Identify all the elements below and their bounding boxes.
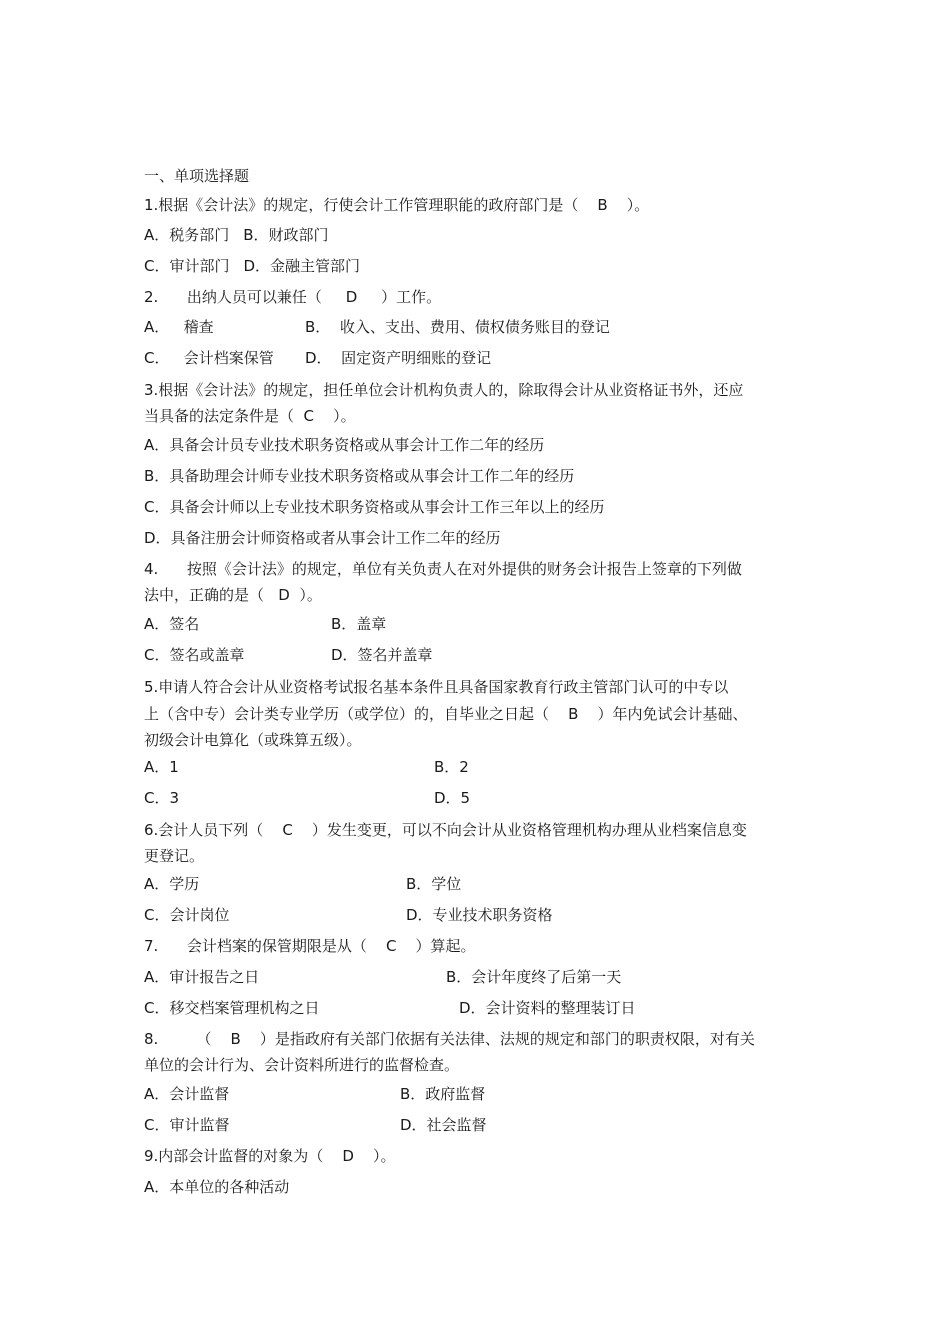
option-b: B．盖章 bbox=[331, 615, 387, 633]
question-5-stem-line-3: 初级会计电算化（或珠算五级）。 bbox=[144, 731, 362, 749]
option-b: B．学位 bbox=[406, 875, 462, 893]
option-a: A．审计报告之日 bbox=[144, 968, 260, 986]
question-3-stem-line-1: 3.根据《会计法》的规定，担任单位会计机构负责人的，除取得会计从业资格证书外，还应 bbox=[144, 381, 744, 399]
option-d: D． 固定资产明细账的登记 bbox=[305, 349, 492, 367]
option-c: C．审计监督 bbox=[144, 1116, 230, 1134]
question-4-stem-line-1: 4. 按照《会计法》的规定，单位有关负责人在对外提供的财务会计报告上签章的下列做 bbox=[144, 560, 742, 578]
question-6-stem-line-1: 6.会计人员下列（ C ）发生变更，可以不向会计从业资格管理机构办理从业档案信息变 bbox=[144, 821, 747, 839]
option-d: D．会计资料的整理装订日 bbox=[459, 999, 636, 1017]
question-1-options-row-1 bbox=[144, 225, 329, 245]
question-1-options-row-2 bbox=[144, 256, 360, 276]
option-b: B．财政部门 bbox=[243, 226, 329, 244]
question-8-options-row-2 bbox=[144, 1115, 487, 1135]
option-d: D．社会监督 bbox=[400, 1116, 487, 1134]
question-3-stem-line-2: 当具备的法定条件是（ C ）。 bbox=[144, 407, 356, 425]
question-9-stem: 9.内部会计监督的对象为（ D ）。 bbox=[144, 1147, 396, 1165]
option-a: A．签名 bbox=[144, 615, 200, 633]
option-c: C．签名或盖章 bbox=[144, 646, 245, 664]
question-2-options-row-2 bbox=[144, 348, 491, 368]
question-3-option-d: D．具备注册会计师资格或者从事会计工作二年的经历 bbox=[144, 529, 501, 547]
question-8-stem-line-2: 单位的会计行为、会计资料所进行的监督检查。 bbox=[144, 1056, 460, 1074]
question-2-options-row-1 bbox=[144, 317, 610, 337]
question-5-stem-line-2: 上（含中专）会计类专业学历（或学位）的，自毕业之日起（ B ）年内免试会计基础、 bbox=[144, 705, 748, 723]
question-7-options-row-2 bbox=[144, 998, 636, 1018]
question-7-options-row-1 bbox=[144, 967, 621, 987]
option-b: B．2 bbox=[434, 758, 469, 776]
question-1-stem: 1.根据《会计法》的规定，行使会计工作管理职能的政府部门是（ B ）。 bbox=[144, 196, 650, 214]
option-c: C．移交档案管理机构之日 bbox=[144, 999, 320, 1017]
option-c: C．审计部门 bbox=[144, 257, 230, 275]
option-b: B． 收入、支出、费用、债权债务账目的登记 bbox=[305, 318, 610, 336]
question-3-option-b: B．具备助理会计师专业技术职务资格或从事会计工作二年的经历 bbox=[144, 467, 575, 485]
question-3-option-a: A．具备会计员专业技术职务资格或从事会计工作二年的经历 bbox=[144, 436, 545, 454]
option-b: B．会计年度终了后第一天 bbox=[446, 968, 622, 986]
question-6-options-row-2 bbox=[144, 905, 553, 925]
option-c: C．3 bbox=[144, 789, 180, 807]
question-5-stem-line-1: 5.申请人符合会计从业资格考试报名基本条件且具备国家教育行政主管部门认可的中专以 bbox=[144, 678, 729, 696]
option-a: A．1 bbox=[144, 758, 179, 776]
option-d: D．金融主管部门 bbox=[243, 257, 361, 275]
question-4-options-row-2 bbox=[144, 645, 433, 665]
option-d: D．5 bbox=[434, 789, 471, 807]
section-title: 一、单项选择题 bbox=[144, 167, 250, 185]
option-a: A． 稽查 bbox=[144, 318, 214, 336]
option-a: A．会计监督 bbox=[144, 1085, 230, 1103]
question-8-options-row-1 bbox=[144, 1084, 485, 1104]
question-6-stem-line-2: 更登记。 bbox=[144, 847, 205, 865]
option-d: D．专业技术职务资格 bbox=[406, 906, 553, 924]
question-5-options-row-2 bbox=[144, 788, 470, 808]
option-c: C． 会计档案保管 bbox=[144, 349, 274, 367]
question-7-stem: 7. 会计档案的保管期限是从（ C ）算起。 bbox=[144, 937, 476, 955]
question-9-option-a: A．本单位的各种活动 bbox=[144, 1178, 290, 1196]
question-4-stem-line-2: 法中，正确的是（ D ）。 bbox=[144, 586, 322, 604]
question-5-options-row-1 bbox=[144, 757, 469, 777]
question-8-stem-line-1: 8. （ B ）是指政府有关部门依据有关法律、法规的规定和部门的职责权限，对有关 bbox=[144, 1030, 755, 1048]
question-6-options-row-1 bbox=[144, 874, 461, 894]
option-a: A．税务部门 bbox=[144, 226, 230, 244]
option-b: B．政府监督 bbox=[400, 1085, 486, 1103]
question-4-options-row-1 bbox=[144, 614, 386, 634]
question-2-stem: 2. 出纳人员可以兼任（ D ）工作。 bbox=[144, 288, 442, 306]
option-c: C．会计岗位 bbox=[144, 906, 230, 924]
question-3-option-c: C．具备会计师以上专业技术职务资格或从事会计工作三年以上的经历 bbox=[144, 498, 605, 516]
option-a: A．学历 bbox=[144, 875, 200, 893]
option-d: D．签名并盖章 bbox=[331, 646, 433, 664]
